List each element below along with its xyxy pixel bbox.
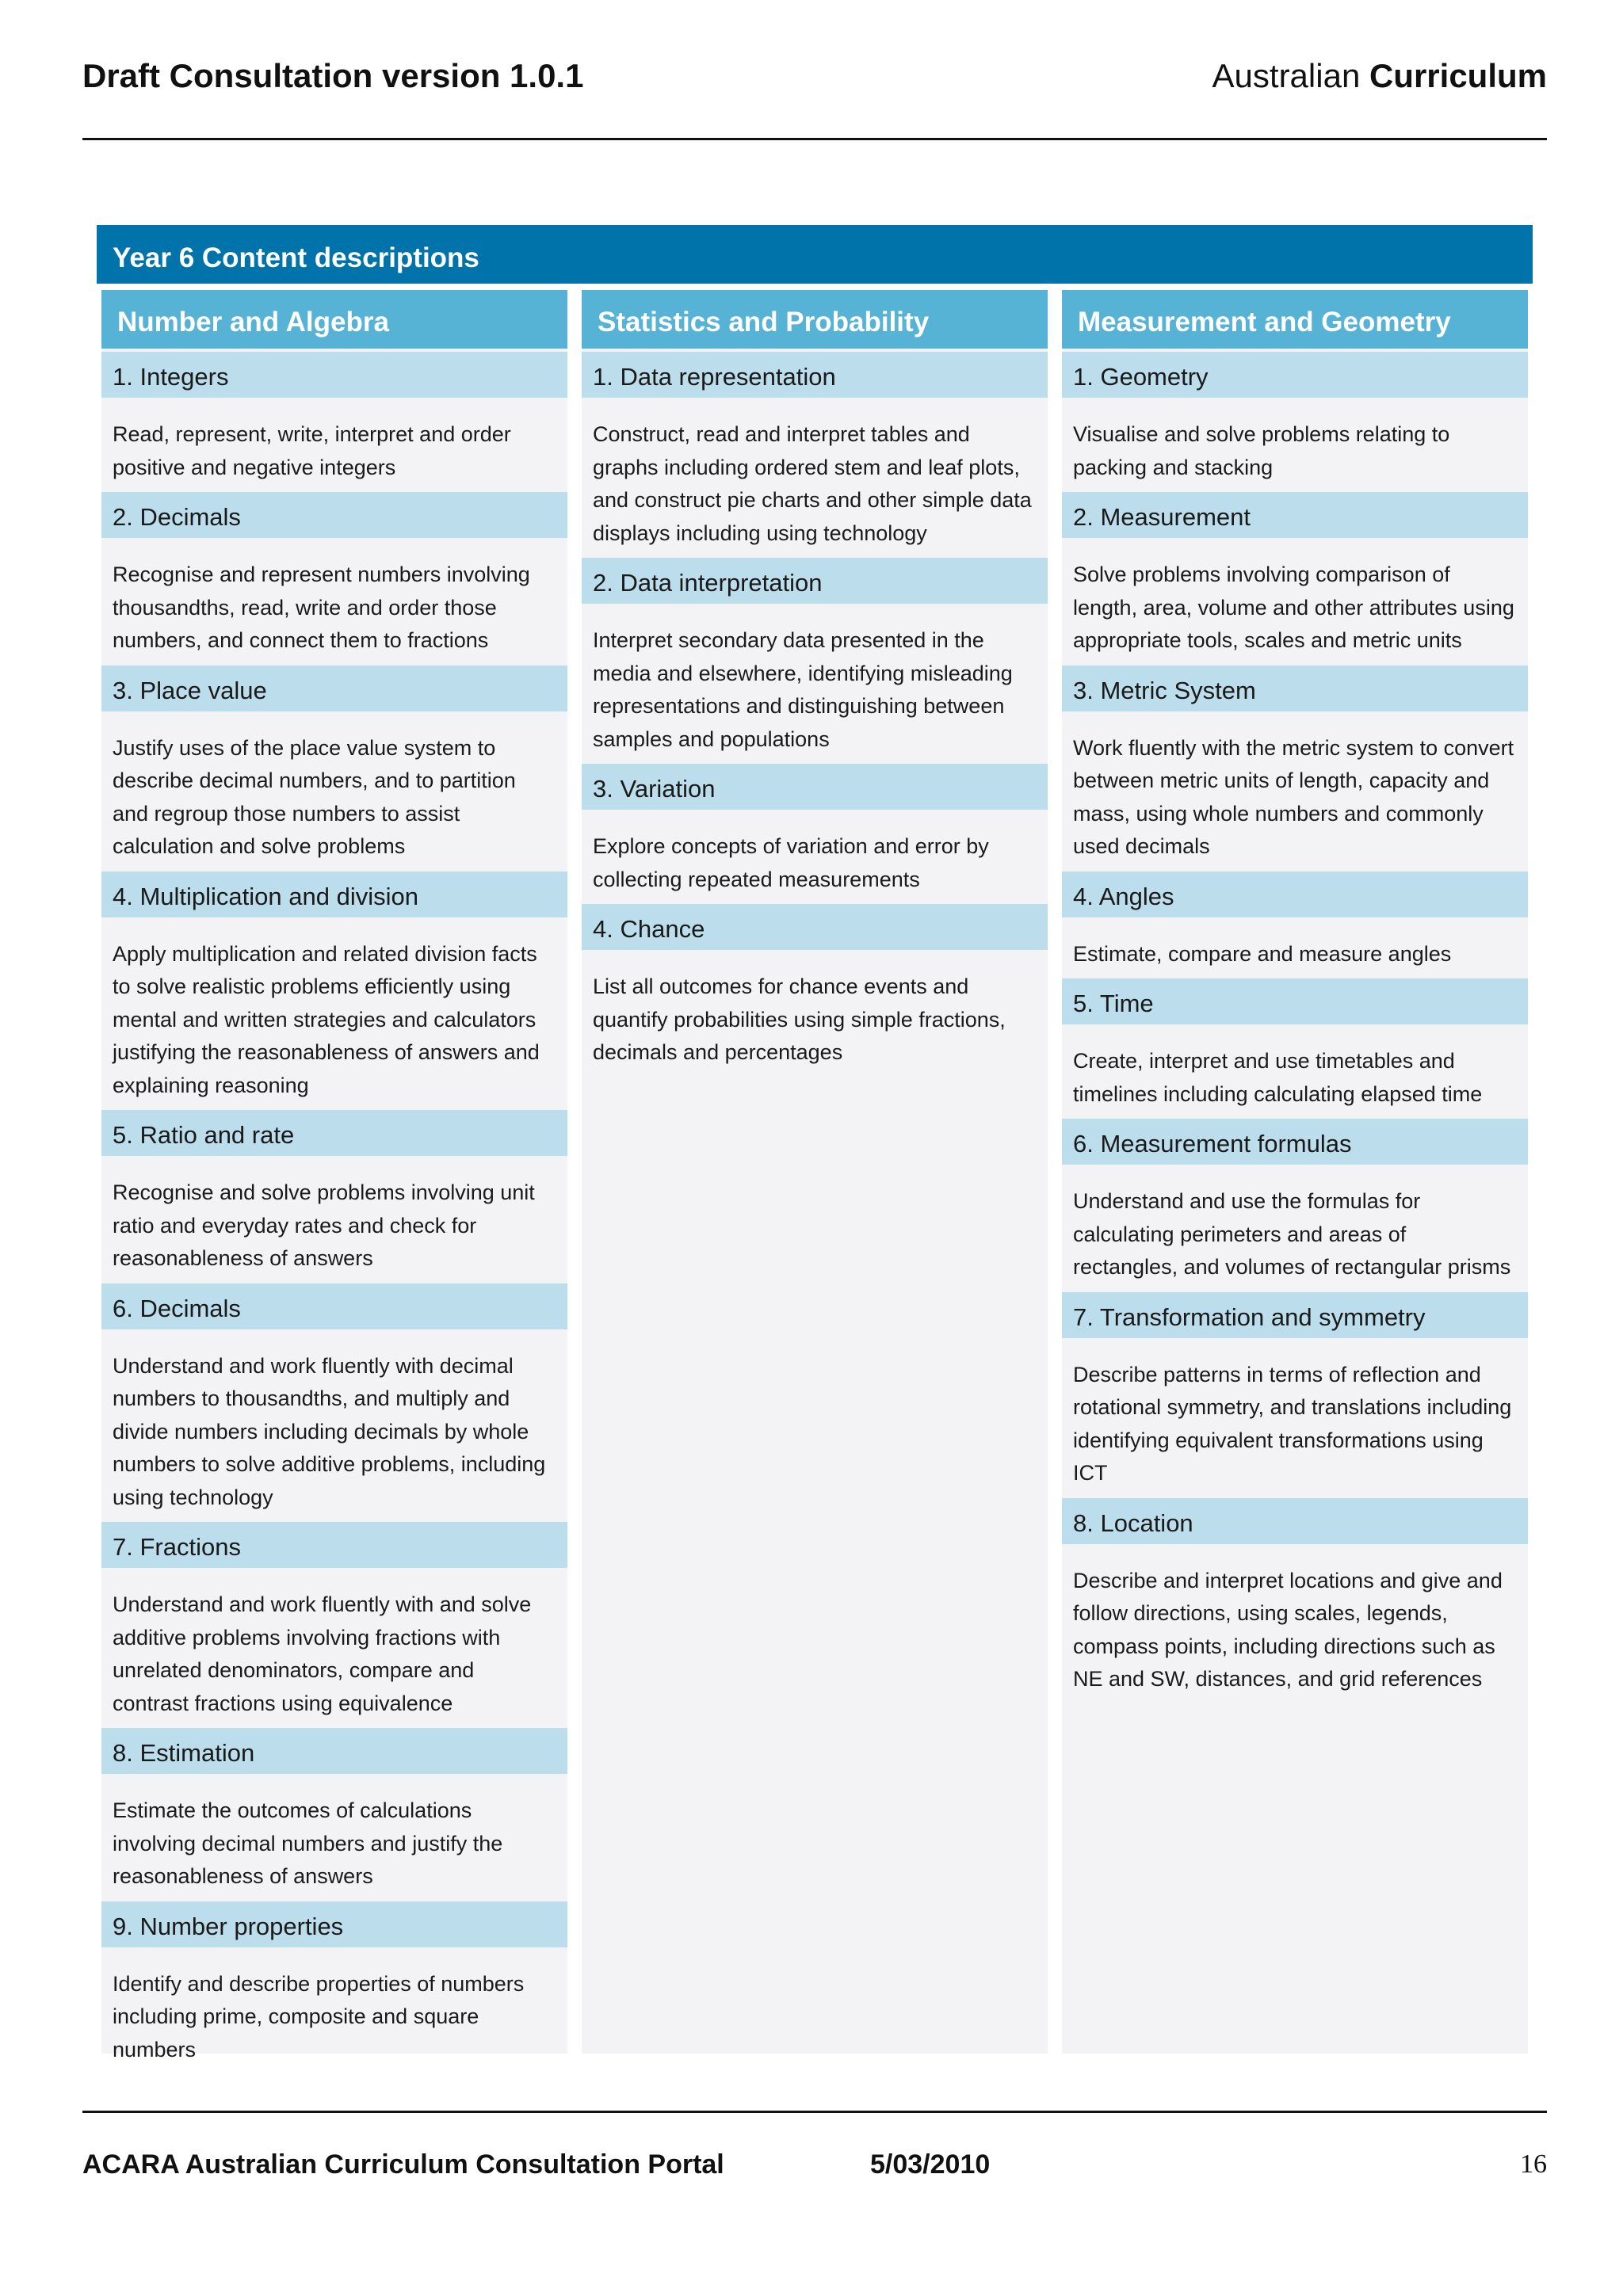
section-title: 2. Data interpretation xyxy=(582,558,1048,604)
brand-bold-text: Curriculum xyxy=(1369,57,1547,94)
section-description: Visualise and solve problems relating to packing and stacking xyxy=(1073,422,1450,479)
section-location xyxy=(1062,1498,1528,1701)
section-description: Read, represent, write, interpret and order positive and negative integers xyxy=(113,422,511,479)
footer-portal-name: ACARA Australian Curriculum Consultation Portal xyxy=(82,2149,724,2180)
section-decimals xyxy=(101,492,567,662)
section-estimation xyxy=(101,1728,567,1898)
page-number: 16 xyxy=(1520,2149,1547,2179)
brand-wordmark xyxy=(1212,57,1547,95)
section-title: 3. Place value xyxy=(101,666,567,711)
section-title: 8. Location xyxy=(1062,1498,1528,1544)
column-heading: Number and Algebra xyxy=(101,290,567,349)
section-description: Work fluently with the metric system to convert between metric units of length, capacity and mass, using whole numbers and commonly used decimals xyxy=(1073,735,1514,858)
strand-columns xyxy=(97,290,1533,2061)
section-description: Construct, read and interpret tables and graphs including ordered stem and leaf plots, and construct pie charts and other simple data displays including using technology xyxy=(593,422,1032,545)
section-description: Solve problems involving comparison of length, area, volume and other attributes using appropriate tools, scales and metric units xyxy=(1073,563,1514,652)
section-measurement-formulas xyxy=(1062,1119,1528,1289)
section-description: Interpret secondary data presented in the media and elsewhere, identifying misleading representations and distinguishing between samples and populations xyxy=(593,628,1013,751)
section-data-interpretation xyxy=(582,558,1048,761)
section-decimals-fluency xyxy=(101,1283,567,1520)
section-title: 2. Measurement xyxy=(1062,492,1528,538)
section-description: Understand and work fluently with and solve additive problems involving fractions with unrelated denominators, compare and contrast fractions using equivalence xyxy=(113,1592,532,1715)
brand-light-text: Australian xyxy=(1212,57,1361,94)
section-title: 1. Geometry xyxy=(1062,352,1528,398)
section-description: Apply multiplication and related division facts to solve realistic problems efficiently using mental and written strategies and calculators justifying the reasonableness of answers and explaining reasoning xyxy=(113,941,540,1097)
section-time xyxy=(1062,978,1528,1116)
section-description: List all outcomes for chance events and quantify probabilities using simple fractions, decimals and percentages xyxy=(593,974,1006,1064)
column-heading: Measurement and Geometry xyxy=(1062,290,1528,349)
section-title: 4. Multiplication and division xyxy=(101,871,567,917)
section-description: Describe patterns in terms of reflection and rotational symmetry, and translations including identifying equivalent transformations using ICT xyxy=(1073,1362,1512,1485)
section-title: 1. Integers xyxy=(101,352,567,398)
section-integers xyxy=(101,352,567,489)
section-angles xyxy=(1062,871,1528,976)
section-title: 8. Estimation xyxy=(101,1728,567,1774)
section-place-value xyxy=(101,666,567,868)
section-description: Describe and interpret locations and give and follow directions, using scales, legends, compass points, including directions such as NE and SW, distances, and grid references xyxy=(1073,1568,1503,1691)
page-footer xyxy=(82,2111,1547,2180)
footer-date: 5/03/2010 xyxy=(870,2149,991,2180)
column-statistics-and-probability xyxy=(582,290,1048,2054)
page-header xyxy=(82,54,1547,140)
section-title: 5. Ratio and rate xyxy=(101,1110,567,1156)
section-title: 1. Data representation xyxy=(582,352,1048,398)
section-multiplication-and-division xyxy=(101,871,567,1108)
column-heading: Statistics and Probability xyxy=(582,290,1048,349)
section-title: 7. Transformation and symmetry xyxy=(1062,1292,1528,1338)
section-metric-system xyxy=(1062,666,1528,868)
section-title: 6. Measurement formulas xyxy=(1062,1119,1528,1165)
section-title: 6. Decimals xyxy=(101,1283,567,1329)
section-description: Justify uses of the place value system to describe decimal numbers, and to partition and regroup those numbers to assist calculation and solve problems xyxy=(113,735,516,858)
section-title: 2. Decimals xyxy=(101,492,567,538)
section-description: Recognise and solve problems involving unit ratio and everyday rates and check for reasonableness of answers xyxy=(113,1180,535,1270)
section-description: Estimate, compare and measure angles xyxy=(1073,941,1452,966)
section-variation xyxy=(582,764,1048,901)
section-description: Understand and work fluently with decimal numbers to thousandths, and multiply and divide numbers including decimals by whole numbers to solve additive problems, including using technology xyxy=(113,1353,546,1509)
content-descriptions-table xyxy=(97,225,1533,2061)
column-number-and-algebra xyxy=(101,290,567,2061)
section-description: Estimate the outcomes of calculations involving decimal numbers and justify the reasonableness of answers xyxy=(113,1798,503,1888)
section-description: Understand and use the formulas for calculating perimeters and areas of rectangles, and volumes of rectangular prisms xyxy=(1073,1189,1511,1279)
section-geometry xyxy=(1062,352,1528,489)
section-measurement xyxy=(1062,492,1528,662)
section-title: 7. Fractions xyxy=(101,1522,567,1568)
section-transformation-and-symmetry xyxy=(1062,1292,1528,1495)
section-description: Create, interpret and use timetables and timelines including calculating elapsed time xyxy=(1073,1049,1483,1106)
section-description: Recognise and represent numbers involving thousandths, read, write and order those numbers, and connect them to fractions xyxy=(113,563,530,652)
section-title: 3. Variation xyxy=(582,764,1048,810)
section-title: 4. Chance xyxy=(582,904,1048,950)
document-title: Draft Consultation version 1.0.1 xyxy=(82,57,584,94)
section-description: Identify and describe properties of numbers including prime, composite and square numbers xyxy=(113,1971,525,2061)
section-number-properties xyxy=(101,1901,567,2072)
section-chance xyxy=(582,904,1048,1074)
section-data-representation xyxy=(582,352,1048,555)
section-ratio-and-rate xyxy=(101,1110,567,1280)
section-title: 5. Time xyxy=(1062,978,1528,1024)
section-fractions xyxy=(101,1522,567,1725)
section-title: 3. Metric System xyxy=(1062,666,1528,711)
section-title: 4. Angles xyxy=(1062,871,1528,917)
column-measurement-and-geometry xyxy=(1062,290,1528,2054)
table-banner: Year 6 Content descriptions xyxy=(97,225,1533,284)
section-title: 9. Number properties xyxy=(101,1901,567,1947)
section-description: Explore concepts of variation and error by collecting repeated measurements xyxy=(593,834,989,891)
